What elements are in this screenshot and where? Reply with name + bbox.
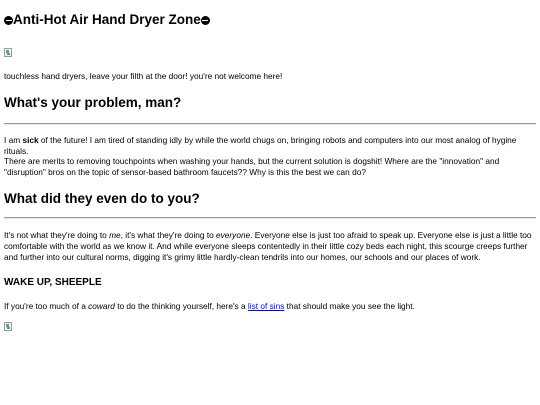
emphasis: coward [88, 301, 115, 311]
broken-image-icon [4, 322, 12, 331]
text: It's not what they're doing to [4, 230, 110, 240]
list-of-sins-link[interactable]: list of sins [247, 301, 285, 311]
page-title [4, 11, 210, 29]
section-heading-what: What did they even do to you? [4, 191, 200, 206]
emphasis-strong: sick [22, 135, 39, 145]
section-heading-problem: What's your problem, man? [4, 95, 182, 110]
text: . Everyone else is just too afraid to speak up. Everyone else is just a little too comfortable with the world as we know it. And while everyone sleeps contentedly in their little cozy beds each night, this scourge creeps further and further into our cultural norms, digging it's grimy little hardly-clean tendrils into our homes, our schools and our places of work. [4, 230, 532, 262]
text: , it's what they're doing to [120, 230, 217, 240]
page-title-text: Anti-Hot Air Hand Dryer Zone [13, 12, 201, 27]
text: to do the thinking yourself, here's a [114, 301, 248, 311]
paragraph [4, 135, 536, 157]
divider [4, 217, 536, 219]
emphasis: me [109, 230, 121, 240]
no-entry-icon [201, 16, 210, 25]
text: If you're too much of a [4, 301, 89, 311]
text: I am [4, 135, 23, 145]
text: that should make you see the light. [284, 301, 415, 311]
paragraph [4, 301, 536, 312]
no-entry-icon [4, 16, 13, 25]
section-heading-wake-up: WAKE UP, SHEEPLE [4, 277, 102, 288]
emphasis: everyone [216, 230, 251, 240]
paragraph [4, 230, 536, 262]
text: of the future! I am tired of standing idly by while the world chugs on, bringing robots and computers into our most analog of hygine rituals. [4, 135, 517, 156]
divider [4, 123, 536, 125]
broken-image-icon [4, 48, 12, 57]
paragraph: There are merits to removing touchpoints when washing your hands, but the current solution is dogshit! Where are the "innovation" and "disruption" bros on the topic of sensor-based bathroom faucets?? Why is this the best we can do? [4, 156, 500, 177]
tagline: touchless hand dryers, leave your filth at the door! you're not welcome here! [4, 71, 283, 81]
